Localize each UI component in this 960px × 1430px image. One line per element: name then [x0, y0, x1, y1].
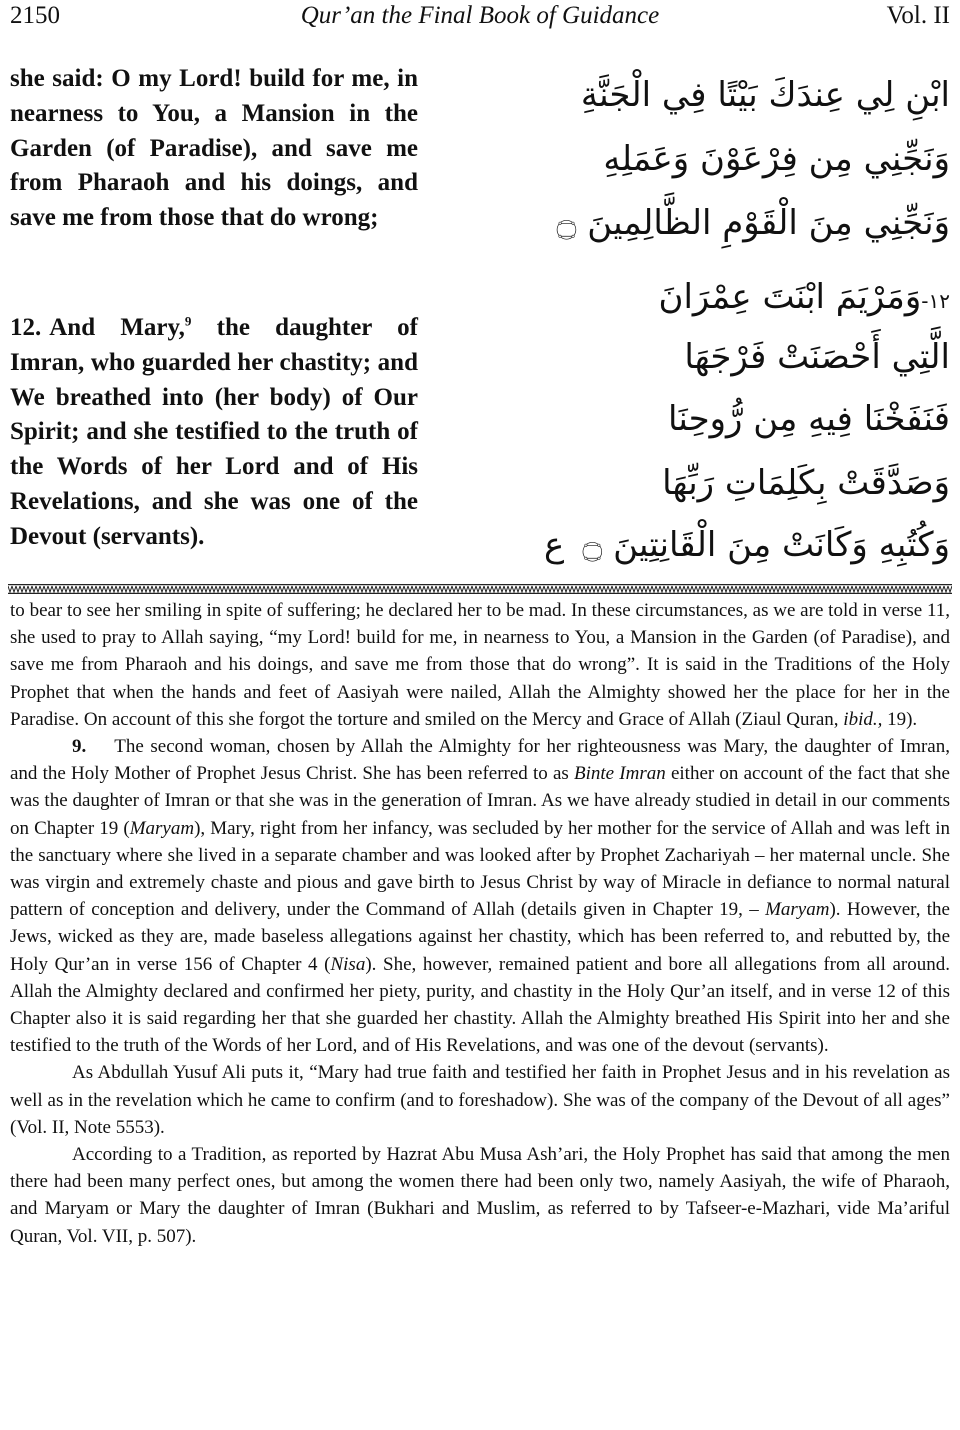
arabic-line-text: وَمَرْيَمَ ابْنَتَ عِمْرَانَ — [658, 277, 922, 317]
commentary — [10, 597, 950, 1250]
arabic-verse-12 — [544, 277, 950, 580]
ruku-mark: ع — [544, 525, 565, 565]
arabic-verse-number: ۱۲- — [921, 289, 950, 313]
footnote-mark-9: 9 — [184, 313, 192, 329]
arabic-line — [658, 277, 950, 317]
arabic-verse-11 — [550, 75, 950, 258]
verse-11-text: she said: O my Lord! build for me, in nearness to You, a Mansion in the Garden (of Paradise), and save me from Pharaoh and his doings, and save me from those that do wrong; — [10, 65, 418, 232]
commentary-paragraph-1: to bear to see her smiling in spite of suffering; he declared her to be mad. In these circumstances, as we are told in verse 11, she used to pray to Allah saying, “my Lord! build for me, in nearness to You, a Mansion in the Garden (of Paradise), and save me from Pharaoh and his doings, and save me from those that do wrong”. It is said in the Traditions of the Holy Prophet that when the hands and feet of Aasiyah were nailed, Allah the Almighty showed her the place for her in the Paradise. On account of this she forgot the torture and smiled on the Mercy and Grace of Allah (Ziaul Quran, ibid., 19). — [10, 600, 950, 730]
commentary-paragraph-3: As Abdullah Yusuf Ali puts it, “Mary had true faith and testified her faith in Prophet Jesus and in his revelation as well as in the revelation which he came to confirm (and to foreshadow). She was of the company of the Devout of all ages” (Vol. II, Note 5553). — [10, 1062, 950, 1138]
ornamental-divider — [8, 584, 952, 594]
verse-12-number: 12. — [10, 314, 42, 341]
arabic-line: وَصَدَّقَتْ بِكَلِمَاتِ رَبِّهَا — [662, 463, 950, 503]
arabic-line: وَنَجِّنِي مِنَ الْقَوْمِ الظَّالِمِينَ ۝ — [556, 203, 950, 243]
verse-11-translation — [10, 62, 418, 236]
verse-12-translation — [10, 311, 418, 555]
commentary-paragraph-2: 9. The second woman, chosen by Allah the Almighty for her righteousness was Mary, the daughter of Imran, and the Holy Mother of Prophet Jesus Christ. She has been referred to as Binte Imran either on account of the fact that she was the daughter of Imran or that she was in the generation of Imran. As we have already studied in detail in our comments on Chapter 19 (Maryam), Mary, right from her infancy, was secluded by her mother for the service of Allah and was left in the sanctuary where she lived in a separate chamber and was looked after by Prophet Zachariyah – her maternal uncle. She was virgin and extremely chaste and pious and gave birth to Jesus Christ by way of Miracle in defiance to normal natural pattern of conception and delivery, under the Command of Allah (details given in Chapter 19, – Maryam). However, the Jews, wicked as they are, made baseless allegations against her chastity, which has been referred to, and rebutted by, the Holy Qur’an in verse 156 of Chapter 4 (Nisa). She, however, remained patient and bore all allegations from all around. Allah the Almighty declared and confirmed her piety, purity, and chastity in the Holy Qur’an itself, and in verse 12 of this Chapter also it is said regarding her that she guarded her chastity. Allah the Almighty breathed His Spirit into her and she testified to the truth of the Words of her Lord, and of His Revelations, and was one of the devout (servants). — [10, 736, 950, 1057]
volume-label: Vol. II — [886, 2, 950, 29]
note-number: 9. — [72, 736, 87, 758]
arabic-line: ابْنِ لِي عِندَكَ بَيْتًا فِي الْجَنَّةِ — [580, 75, 950, 115]
arabic-line: الَّتِي أَحْصَنَتْ فَرْجَهَا — [684, 337, 950, 377]
book-title: Qur’an the Final Book of Guidance — [300, 2, 660, 29]
running-header — [10, 2, 950, 36]
arabic-line-text: وَكُتُبِهِ وَكَانَتْ مِنَ الْقَانِتِينَ ۝ — [582, 525, 950, 565]
verse-12-text-a: And Mary, — [49, 314, 185, 341]
page-number: 2150 — [10, 2, 60, 29]
verse-12-text-b: the daughter of Imran, who guarded her chastity; and We breathed into (her body) of Our Spirit; and she testified to the truth of the Words of her Lord and of His Revelations, and she was one of the Devout (servants). — [10, 314, 418, 550]
commentary-paragraph-4: According to a Tradition, as reported by Hazrat Abu Musa Ash’ari, the Holy Prophet has said that among the men there had been many perfect ones, but among the women there had been only two, namely Aasiyah, the wife of Pharaoh, and Maryam or Mary the daughter of Imran (Bukhari and Muslim, as referred to by Tafseer-e-Mazhari, vide Ma’ariful Quran, Vol. VII, p. 507). — [10, 1144, 950, 1247]
arabic-line: فَنَفَخْنَا فِيهِ مِن رُّوحِنَا — [667, 399, 950, 439]
arabic-line — [544, 525, 950, 565]
arabic-line: وَنَجِّنِي مِن فِرْعَوْنَ وَعَمَلِهِ — [603, 139, 950, 179]
